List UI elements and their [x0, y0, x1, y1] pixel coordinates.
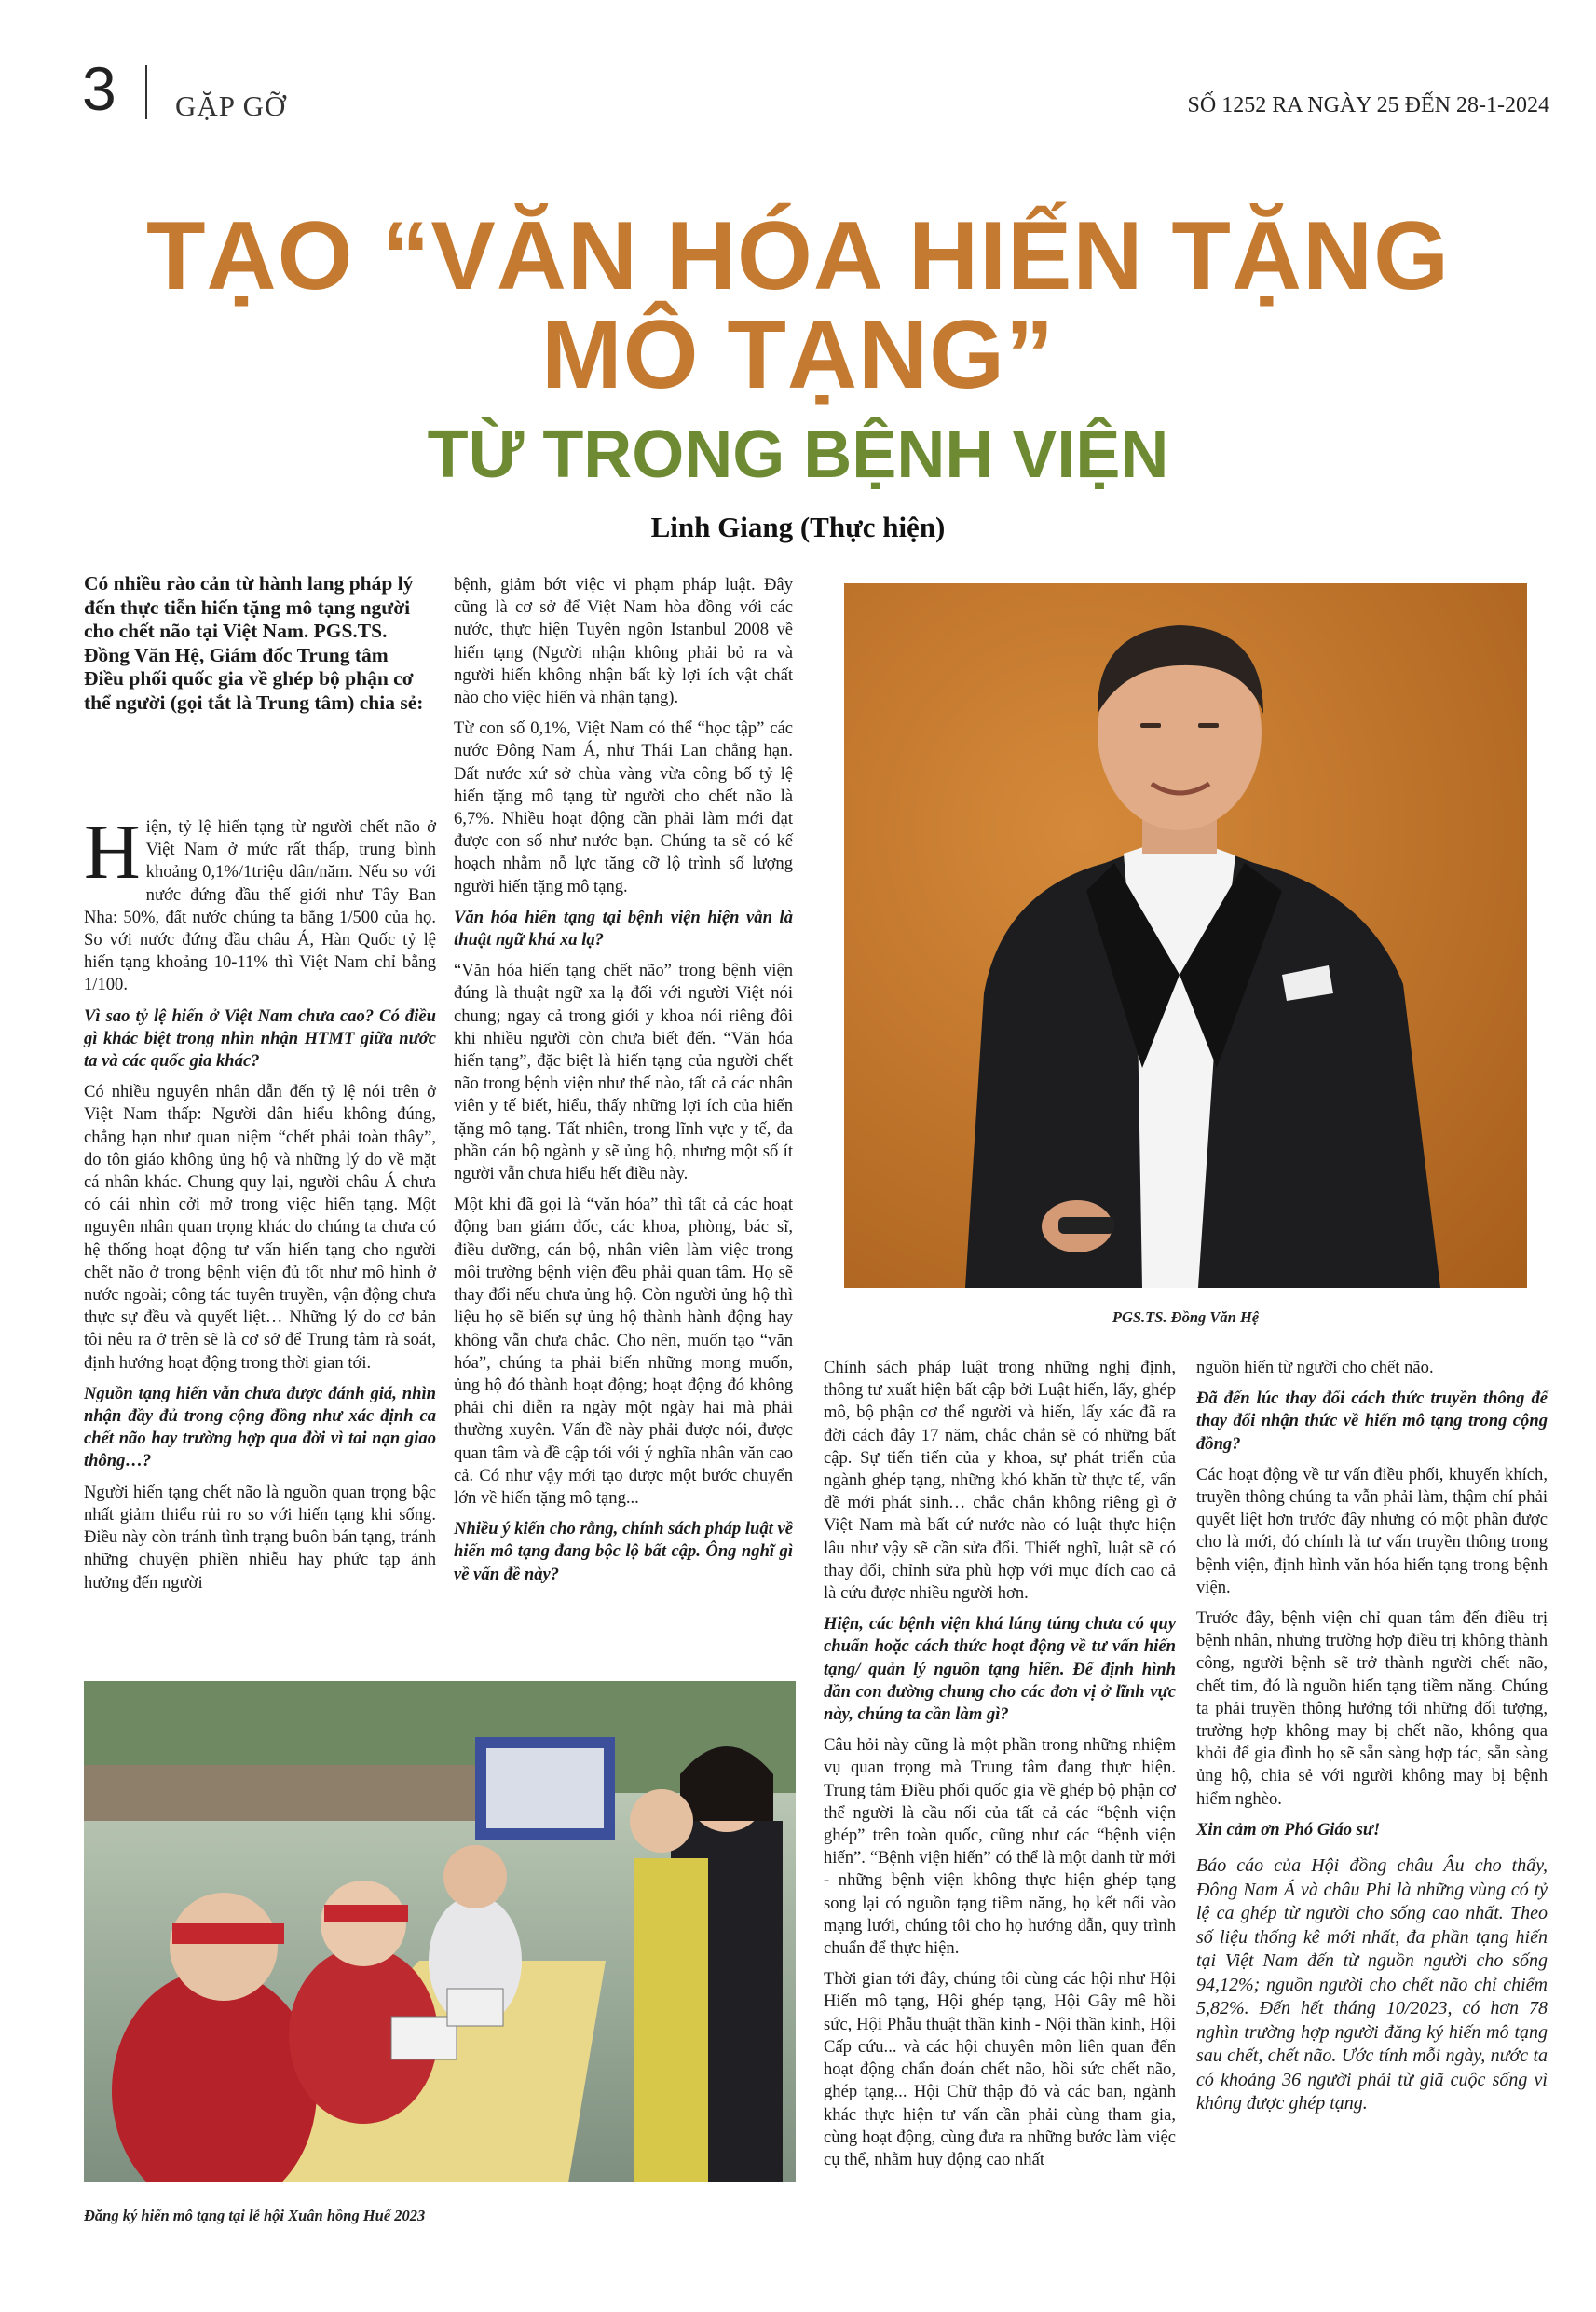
paragraph: Câu hỏi này cũng là một phần trong những nhiệm vụ quan trọng mà Trung tâm đang thực hiện. Trung tâm Điều phối quốc gia về ghép bộ phận cơ thể người là cầu nối của tất cả các “bệnh viện ghép” trên toàn quốc, cũng như các “bệnh viện hiến”. “Bệnh viện hiến” có thể là một danh từ mới - những bệnh viện không thực hiện ghép tạng song lại có nguồn tạng tiềm năng, họ kết nối vào mạng lưới, chúng tôi cho họ hướng dẫn, quy trình chuẩn để thực hiện.	[824, 1735, 1176, 1959]
paragraph: Một khi đã gọi là “văn hóa” thì tất cả các hoạt động ban giám đốc, các khoa, phòng, bác sĩ, điều dưỡng, cán bộ, nhân viên làm việc trong môi trường bệnh viện đều phải quan tâm. Họ sẽ thay đổi nếu chưa ủng hộ. Còn người ủng hộ thì liệu họ sẽ biến sự ủng hộ thành hành động hay không vẫn chưa chắc. Cho nên, muốn tạo “văn hóa”, chúng ta phải biến những mong muốn, ủng hộ đó thành hoạt động; hoạt động đó không phải chỉ diễn ra ngày một ngày hai mà phải thường xuyên. Vấn đề này phải được nói, được quan tâm và đề cập tới với ý nghĩa nhân văn cao cả. Có như vậy mới tạo được một bước chuyển lớn về hiến tặng mô tạng...	[454, 1195, 793, 1508]
article-lead: Có nhiều rào cản từ hành lang pháp lý đến thực tiễn hiến tặng mô tạng người cho chết não tại Việt Nam. PGS.TS. Đồng Văn Hệ, Giám đốc Trung tâm Điều phối quốc gia về ghép bộ phận cơ thể người (gọi tắt là Trung tâm) chia sẻ:	[84, 572, 424, 714]
article-column-3	[824, 1357, 1176, 2180]
interview-question: Nguồn tạng hiến vẫn chưa được đánh giá, nhìn nhận đầy đủ trong cộng đồng như xác định ca chết não hay trường hợp qua đời vì tai nạn giao thông…?	[84, 1383, 436, 1471]
interview-question: Đã đến lúc thay đổi cách thức truyền thông để thay đổi nhận thức về hiến mô tạng trong cộng đồng?	[1196, 1389, 1548, 1454]
paragraph: “Văn hóa hiến tạng chết não” trong bệnh viện đúng là thuật ngữ xa lạ đối với người Việt nói chung; ngay cả trong giới y khoa nói riêng đôi khi nhiều người còn chưa biết đến. “Văn hóa hiến tạng”, đặc biệt là hiến tạng của người chết não trong bệnh viện như thế nào, tất cả các nhân viên y tế biết, hiểu, thấy những lợi ích của hiến tặng mô tạng. Tất nhiên, trong lĩnh vực y tế, đa phần cán bộ ngành y sẽ ủng hộ, nhưng một số ít người vẫn chưa hiểu hết điều này.	[454, 961, 793, 1184]
section-name: GẶP GỠ	[175, 89, 287, 122]
article-column-4	[1196, 1357, 1548, 2125]
drop-cap: H	[84, 809, 141, 896]
subheadline: TỪ TRONG BỆNH VIỆN	[427, 417, 1169, 492]
article-column-2	[454, 574, 793, 1594]
paragraph-text: iện, tỷ lệ hiến tạng từ người chết não ở Việt Nam ở mức rất thấp, trung bình khoảng 0,1%/1triệu dân/năm. Nếu so với nước đứng đầu thế giới như Tây Ban Nha: 50%, đất nước chúng ta bằng 1/500 của họ. So với nước đứng đầu châu Á, Hàn Quốc tỷ lệ hiến tạng khoảng 10-11% thì Việt Nam chỉ bằng 1/100.	[84, 817, 436, 995]
interview-question: Vì sao tỷ lệ hiến ở Việt Nam chưa cao? Có điều gì khác biệt trong nhìn nhận HTMT giữa nước ta và các quốc gia khác?	[84, 1006, 436, 1072]
headline-line-2: MÔ TẠNG”	[540, 301, 1056, 409]
paragraph: Trước đây, bệnh viện chỉ quan tâm đến điều trị bệnh nhân, nhưng trường hợp điều trị không thành công, người bệnh sẽ trở thành người chết não, chết tim, đó là nguồn hiến tạng tiềm năng. Chúng ta phải truyền thông hướng tới những đối tượng, trường hợp không may bị chết não, không qua khỏi để gia đình họ sẽ sẵn sàng hợp tác, sẵn sàng ủng hộ, chia sẻ với người không may bị bệnh hiểm nghèo.	[1196, 1608, 1548, 1809]
headline-line-1: TẠO “VĂN HÓA HIẾN TẶNG	[145, 202, 1451, 310]
paragraph: Chính sách pháp luật trong những nghị định, thông tư xuất hiện bất cập bởi Luật hiến, lấy, ghép mô, bộ phận cơ thể người và hiến, lấy xác đã ra đời cách đây 17 năm, chắc chắn sẽ có những bất cập. Sự tiến tiến của y khoa, sự phát triển của ngành ghép tạng, những khó khăn từ thực tế, vấn đề mới phát sinh… chắc chắn không riêng gì ở Việt Nam mà bất cứ nước nào có luật thực hiện lâu như vậy sẽ cần sửa đổi. Thiết nghĩ, luật sẽ có thay đổi, chỉnh sửa phù hợp với mục đích cao cả là cứu được nhiều người hơn.	[824, 1358, 1176, 1604]
paragraph: Các hoạt động về tư vấn điều phối, khuyến khích, truyền thông chúng ta vẫn phải làm, thậm chí phải quyết liệt hơn trước đây nhưng có một phần được cho là mới, đó chính là tư vấn truyền thông trong bệnh viện, định hình văn hóa hiến tạng trong bệnh viện.	[1196, 1464, 1548, 1597]
photo-caption: Đăng ký hiến mô tạng tại lễ hội Xuân hồng Huế 2023	[84, 2207, 426, 2224]
paragraph: Thời gian tới đây, chúng tôi cùng các hội như Hội Hiến mô tạng, Hội ghép tạng, Hội Gây mê hồi sức, Hội Phẫu thuật thần kinh - Nội thần kinh, Hội Cấp cứu... và các hội chuyên môn liên quan đến hoạt động chẩn đoán chết não, hồi sức chết não, ghép tạng... Hội Chữ thập đỏ và các ban, ngành khác thực hiện tư vấn cần phải cùng tham gia, cùng hoạt động, cùng đưa ra những bước làm việc cụ thể, nhằm huy động cao nhất	[824, 1969, 1176, 2169]
paragraph: Người hiến tạng chết não là nguồn quan trọng bậc nhất giảm thiểu rủi ro so với hiến tạng khi sống. Điều này còn tránh tình trạng buôn bán tạng, tránh những chuyện phiền nhiễu hay phức tạp ảnh hưởng đến người	[84, 1482, 436, 1593]
interview-question: Văn hóa hiến tạng tại bệnh viện hiện vẫn là thuật ngữ khá xa lạ?	[454, 907, 793, 951]
paragraph	[84, 809, 436, 997]
page-number: 3	[82, 54, 116, 123]
byline: Linh Giang (Thực hiện)	[650, 511, 946, 543]
paragraph: Có nhiều nguyên nhân dẫn đến tỷ lệ nói trên ở Việt Nam thấp: Người dân hiểu không đúng, chẳng hạn như quan niệm “chết phải toàn thây”, do tôn giáo không ủng hộ và những lý do về mặt cá nhân khác. Chung quy lại, người châu Á chưa có cái nhìn cởi mở trong việc hiến tạng. Một nguyên nhân quan trọng khác do chúng ta chưa có hệ thống hoạt động tư vấn hiến tạng cho người chết não ở trong bệnh viện đủ tốt như mô hình ở nước ngoài; công tác tuyên truyền, vận động chưa thực sự đều và quyết liệt… Những lý do cơ bản tôi nêu ra ở trên sẽ là cơ sở để Trung tâm rà soát, định hướng hoạt động trong thời gian tới.	[84, 1082, 436, 1373]
statistics-note: Báo cáo của Hội đồng châu Âu cho thấy, Đông Nam Á và châu Phi là những vùng có tỷ lệ ca ghép từ người cho sống cao nhất. Theo số liệu thống kê mới nhất, đa phần tạng hiến tại Việt Nam đến từ nguồn người cho sống 94,12%; nguồn người cho chết não chỉ chiếm 5,82%. Đến hết tháng 10/2023, có hơn 78 nghìn trường hợp người đăng ký hiến mô tạng sau chết, chết não. Ước tính mỗi ngày, nước ta có khoảng 36 người phải từ giã cuộc sống vì không được ghép tạng.	[1196, 1855, 1548, 2114]
paragraph: nguồn hiến từ người cho chết não.	[1196, 1358, 1434, 1377]
paragraph: Từ con số 0,1%, Việt Nam có thể “học tập” các nước Đông Nam Á, như Thái Lan chẳng hạn. Đất nước xứ sở chùa vàng vừa công bố tỷ lệ hiến tặng mô tạng từ người cho chết não là 6,7%. Nhiều hoạt động cần phải làm mới đạt được con số như nước bạn. Chúng ta sẽ có kế hoạch nhằm nỗ lực tăng cỡ lộ trình số lượng người hiến tặng mô tạng.	[454, 718, 793, 896]
interview-question: Hiện, các bệnh viện khá lúng túng chưa có quy chuẩn hoặc cách thức hoạt động về tư vấn hiến tạng/ quản lý nguồn tạng hiến. Để định hình dần con đường chung cho các đơn vị ở lĩnh vực này, chúng ta cần làm gì?	[824, 1614, 1176, 1725]
issue-info: SỐ 1252 RA NGÀY 25 ĐẾN 28-1-2024	[1187, 93, 1549, 117]
paragraph: bệnh, giảm bớt việc vi phạm pháp luật. Đây cũng là cơ sở để Việt Nam hòa đồng với các nước, thực hiện Tuyên ngôn Istanbul 2008 về hiến tạng (Người nhận không phải bỏ ra và người hiến không nhận bất kỳ lợi ích vật chất nào cho việc hiến và nhận tạng).	[454, 575, 793, 708]
event-photo	[84, 1681, 796, 2182]
interview-question: Nhiều ý kiến cho rằng, chính sách pháp luật về hiến mô tạng đang bộc lộ bất cập. Ông nghĩ gì về vấn đề này?	[454, 1519, 793, 1584]
article-column-1	[84, 809, 436, 1603]
header-divider	[145, 65, 147, 119]
portrait-photo	[844, 583, 1527, 1288]
closing-line: Xin cảm ơn Phó Giáo sư!	[1196, 1819, 1381, 1840]
photo-caption: PGS.TS. Đồng Văn Hệ	[1112, 1308, 1260, 1326]
